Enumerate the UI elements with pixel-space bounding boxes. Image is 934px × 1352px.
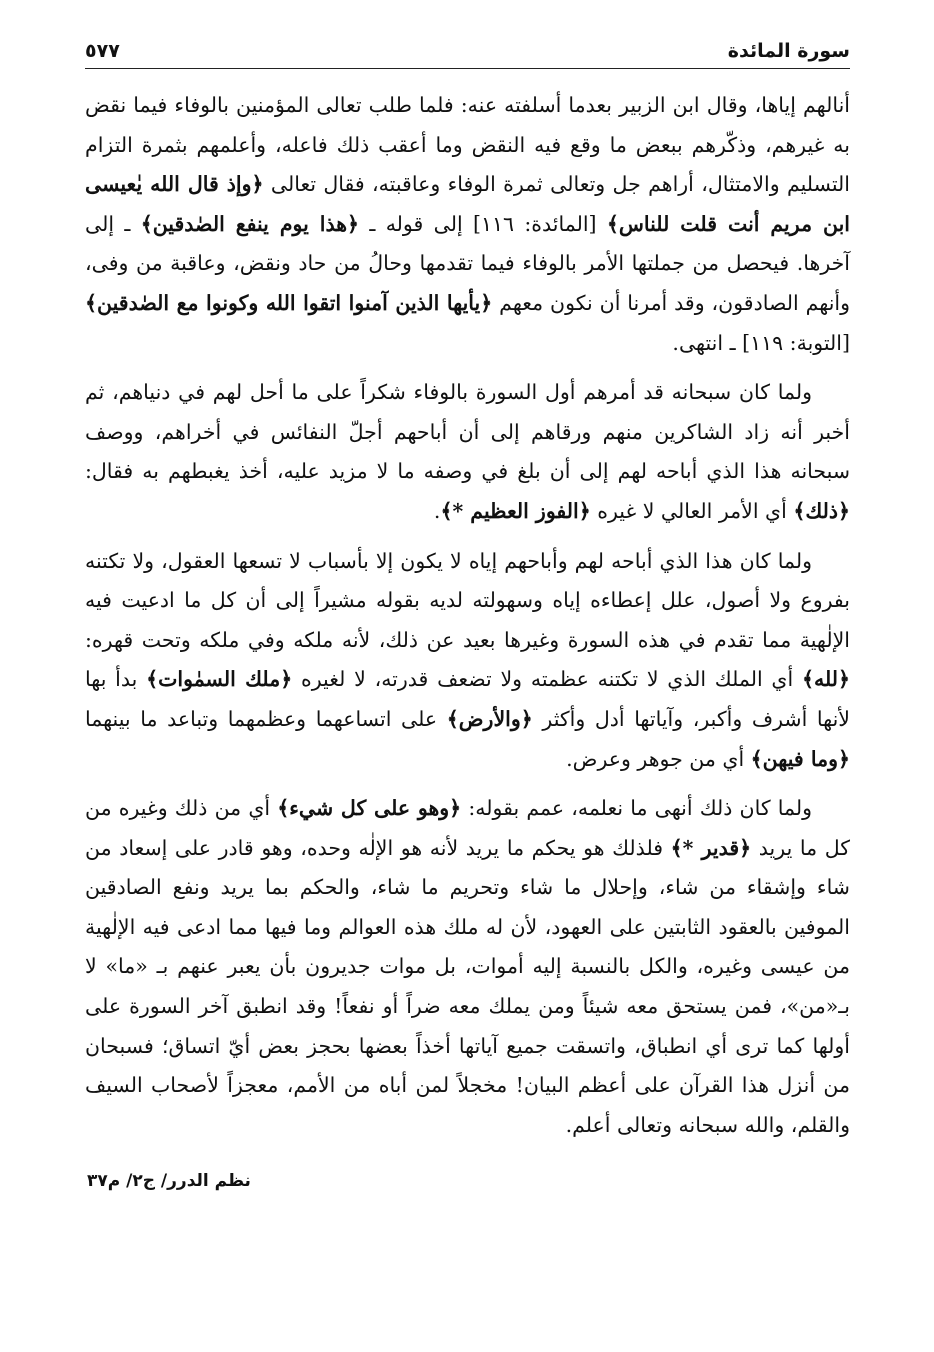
paragraph-text: ـ إلى آخرها. فيحصل من جملتها الأمر بالوفاء فيما تقدمها وحالُ من حاد ونقض، وعاقبة من وفى، وأنهم الصادقون، وقد أمرنا أن نكون معهم (85, 211, 850, 315)
book-page (85, 38, 850, 1191)
paragraph-2 (85, 373, 850, 531)
paragraph-text: أي الأمر العالي لا غيره (590, 498, 794, 523)
paragraph-text: ولما كان هذا الذي أباحه لهم وأباحهم إياه لا يكون إلا بأسباب لا تسعها العقول، ولا تكتنه بفروع ولا أصول، علل إعطاءه إياه وسهولته لديه بقوله مشيراً إلى أن كل ما ادعيت فيه الإلٰهية مما تقدم في هذه السورة وغيرها بعيد عن ذلك، لأنه ملكه وفي ملكه وتحت قهره: (85, 548, 850, 652)
paragraph-3 (85, 542, 850, 780)
quran-quote: ﴿يأيها الذين آمنوا اتقوا الله وكونوا مع الصٰدقين﴾ (85, 290, 493, 315)
quran-quote: ﴿وإذ قال الله يٰعيسى ابن مريم أنت قلت للناس﴾ (85, 172, 851, 236)
quran-quote: ﴿وما فيهن﴾ (750, 746, 850, 771)
paragraph-text: [المائدة: ١١٦] إلى قوله ـ (359, 211, 607, 236)
paragraph-text: أي من جوهر وعرض. (566, 746, 751, 771)
quran-quote: ﴿ملك السمٰوات﴾ (146, 667, 293, 692)
paragraph-text: أي من ذلك وغيره من كل ما يريد (85, 796, 850, 860)
paragraph-text: بدأ بها لأنها أشرف وأكبر، وآياتها أدل وأكثر (85, 667, 850, 731)
paragraph-text: . (433, 498, 441, 523)
quran-quote: ﴿لله﴾ (801, 667, 850, 692)
quran-quote: ﴿وهو على كل شيء﴾ (277, 796, 462, 821)
paragraph-4 (85, 789, 850, 1145)
main-text (85, 86, 850, 1145)
running-header (85, 38, 850, 72)
paragraph-1 (85, 86, 850, 363)
surah-title: سورة المائدة (727, 40, 850, 62)
quran-quote: ﴿ذلك﴾ (793, 498, 850, 523)
quran-quote: ﴿قدير *﴾ (670, 835, 752, 860)
paragraph-text: أي الملك الذي لا تكتنه عظمته ولا تضعف قدرته، لا لغيره (292, 667, 802, 692)
paragraph-text: أنالهم إياها، وقال ابن الزبير بعدما أسلفته عنه: فلما طلب تعالى المؤمنين بالوفاء فيما نقض به غيرهم، وذكّرهم ببعض ما وقع فيه النقض وما أعقب ذلك فاعله، وأعلمهم بثمرة التزام التسليم والامتثال، أراهم جل وتعالى ثمرة الوفاء وعاقبته، فقال تعالى (85, 93, 850, 197)
paragraph-text: ولما كان ذلك أنهى ما نعلمه، عمم بقوله: (461, 796, 812, 821)
quran-quote: ﴿هذا يوم ينفع الصٰدقين﴾ (140, 211, 360, 236)
header-rule (85, 68, 850, 69)
page-number: ٥٧٧ (85, 40, 120, 62)
paragraph-text: فلذلك هو يحكم ما يريد لأنه هو الإلٰه وحده، وهو قادر على إسعاد من شاء وإشقاء من شاء، وإحلال ما شاء وتحريم ما شاء، والحكم بما يريد ونفع الصادقين الموفين بالعقود الثابتين على العهود، لأن له ملك هذه العوالم وما فيها مما ادعى فيه الإلٰهية من عيسى وغيره، والكل بالنسبة إليه أموات، بل موات جديرون بأن يعبر عنهم بـ «ما» لا بـ«من»، فمن يستحق معه شيئاً ومن يملك معه ضراً أو نفعاً! وقد انطبق آخر السورة على أولها كما ترى أي انطباق، واتسقت جميع آياتها أخذاً بعضها بحجز بعض أيّ اتساق؛ فسبحان من أنزل هذا القرآن على أعظم البيان! مخجلاً لمن أباه من الأمم، معجزاً لأصحاب السيف والقلم، والله سبحانه وتعالى أعلم. (85, 835, 850, 1137)
quran-quote: ﴿الفوز العظيم *﴾ (440, 498, 591, 523)
footer-signature: نظم الدرر/ ج٢/ م٣٧ (87, 1171, 251, 1192)
quran-quote: ﴿والأرض﴾ (446, 706, 533, 731)
paragraph-text: [التوبة: ١١٩] ـ انتهى. (672, 330, 850, 355)
paragraph-text: ولما كان سبحانه قد أمرهم أول السورة بالوفاء شكراً على ما أحل لهم في دنياهم، ثم أخبر أنه زاد الشاكرين منهم ورقاهم إلى أن أباحهم أجلّ النفائس في أخراهم، ووصف سبحانه هذا الذي أباحه لهم إلى أن بلغ في وصفه ما لا مزيد عليه، أخذ يغبطهم به فقال: (85, 380, 850, 484)
paragraph-text: على اتساعهما وعظمهما وتباعد ما بينهما (85, 706, 447, 731)
